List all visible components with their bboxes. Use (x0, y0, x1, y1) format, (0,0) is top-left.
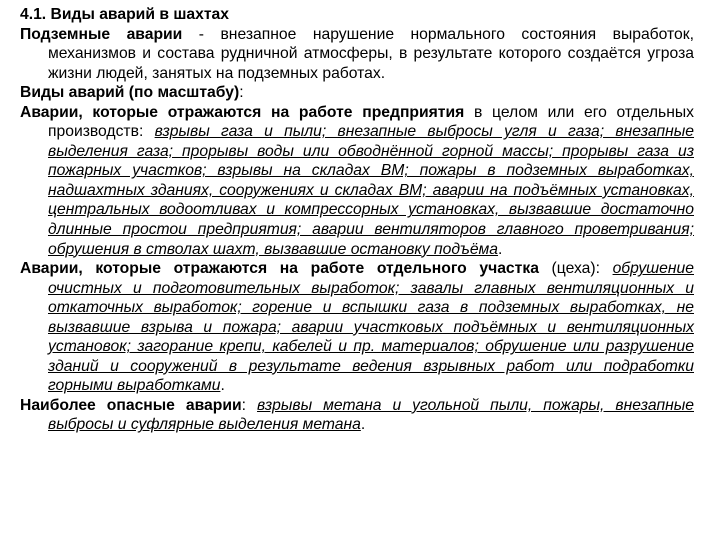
definition-text: - внезапное нарушение нормального состояния выработок, механизмов и состава рудничной атмосферы, в результате которого создаётся угроза жизни людей, занятых на подземных работах. (48, 25, 694, 82)
term-enterprise-qualifier: , которые отражаются на работе предприятия (78, 103, 465, 121)
paragraph-definition (20, 25, 694, 84)
paragraph-types-heading (20, 83, 694, 103)
types-colon: : (239, 84, 244, 102)
dangerous-end: . (360, 416, 366, 434)
term-accidents-enterprise: Аварии (20, 103, 79, 121)
section-accident-list: обрушение очистных и подготовительных выработок; завалы главных вентиляционных и откаточных выработок; горение и вспышки газа в подземных выработках, не вызвавшие взрыва и пожара; аварии участковых подъёмных и вентиляционных установок; загорание крепи, кабелей и пр. материалов; обрушение или разрушение зданий и сооружений в результате ведения взрывных работ или подработки горными выработками (48, 260, 694, 395)
paragraph-enterprise-level (20, 103, 694, 259)
section-title: 4.1. Виды аварий в шахтах (20, 6, 229, 23)
slide-page (0, 5, 720, 545)
paragraph-section-level (20, 259, 694, 396)
paragraph-most-dangerous (20, 396, 694, 435)
enterprise-accident-list: взрывы газа и пыли; внезапные выбросы угля и газа; внезапные выделения газа; прорывы воды или обводнённой горной массы; прорывы газа из пожарных участков; взрывы на складах ВМ; пожары в подземных выработках, надшахтных зданиях, сооружениях и складах ВМ; аварии на подъёмных установках, центральных водоотливах и компрессорных установках, вызвавшие достаточно длинные простои предприятия; аварии вентиляторов главного проветривания; обрушения в стволах шахт, вызвавшие остановку подъёма (48, 123, 695, 258)
term-types-by-scale: Виды аварий (по масштабу) (20, 84, 240, 102)
enterprise-text: в целом или его отдельных производств: (48, 103, 695, 141)
term-most-dangerous: Наиболее опасные аварии (20, 396, 242, 414)
dangerous-accident-list: взрывы метана и угольной пыли, пожары, внезапные выбросы и суфлярные выделения метана (48, 396, 694, 434)
section-end: . (220, 377, 225, 395)
term-underground-accidents: Подземные аварии (20, 25, 183, 43)
term-section-qualifier: , которые отражаются на работе отдельного участка (78, 260, 539, 278)
dangerous-colon: : (241, 396, 258, 414)
enterprise-end: . (498, 240, 503, 258)
section-text: (цеха): (538, 260, 613, 278)
term-accidents-section: Аварии (20, 260, 79, 278)
